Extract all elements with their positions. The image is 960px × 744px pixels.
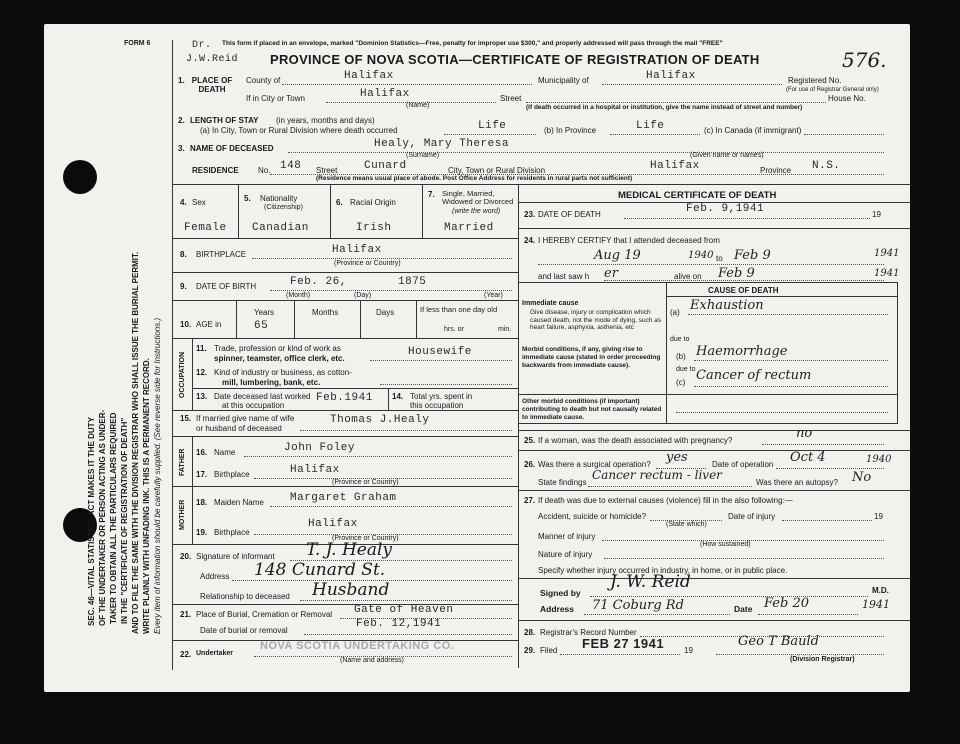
item-number: 11.	[196, 344, 207, 353]
operation-year: 1940	[866, 454, 892, 465]
surgery-value: yes	[666, 450, 688, 465]
rule	[172, 238, 518, 239]
filed-label: Filed	[540, 646, 558, 655]
relationship-value: Husband	[312, 580, 390, 600]
deceased-name: Healy, Mary Theresa	[374, 138, 509, 150]
trade-sub: spinner, teamster, office clerk, etc.	[214, 354, 345, 363]
residence-label: RESIDENCE	[192, 166, 239, 175]
residence-note: (Residence means usual place of abode. Post Office Address for residents in rural parts not sufficient)	[316, 175, 633, 182]
mother-maiden-label: Maiden Name	[214, 498, 264, 507]
rule	[590, 596, 868, 597]
spouse-label: If married give name of wife	[196, 414, 295, 423]
burial-date: Feb. 12,1941	[356, 618, 442, 630]
rule	[604, 280, 884, 281]
attended-from-year: 1940	[688, 250, 714, 261]
autopsy-value: No	[852, 470, 872, 485]
rule	[192, 486, 193, 544]
due-to-label: due to	[676, 366, 696, 373]
margin-line: Every item of information should be carefully supplied. (See reverse side for Instructions.)	[153, 317, 162, 634]
street-label: Street	[500, 94, 522, 103]
rule	[172, 272, 518, 273]
min-label: min.	[498, 326, 512, 333]
margin-line: SEC. 46—VITAL STATISTICS ACT MAKES IT THE DUTY	[87, 417, 96, 626]
rule	[666, 296, 898, 297]
birthplace-label: BIRTHPLACE	[196, 250, 247, 259]
surgery-label: Was there a surgical operation?	[538, 460, 651, 469]
rule	[538, 264, 884, 265]
date-of-death-label: DATE OF DEATH	[538, 210, 601, 219]
caption: (Province or Country)	[332, 535, 399, 542]
rule	[560, 654, 680, 655]
item-number: 10.	[180, 320, 192, 329]
attended-from: Aug 19	[594, 248, 641, 263]
rule	[444, 134, 536, 135]
margin-line: WRITE PLAINLY WITH UNFADING INK. THIS IS A PERMANENT RECORD.	[142, 358, 151, 634]
nationality-label: Nationality	[260, 194, 298, 203]
dob-label: DATE OF BIRTH	[196, 282, 257, 291]
father-side-label: FATHER	[179, 448, 186, 476]
rule	[518, 620, 910, 621]
stay-b-value: Life	[636, 120, 665, 132]
county-label: County of	[246, 76, 281, 85]
year-prefix: 19	[684, 646, 693, 655]
city-label: If in City or Town	[246, 94, 305, 103]
racial-label: Racial Origin	[350, 198, 396, 207]
spouse-value: Thomas J.Healy	[330, 414, 430, 426]
external-causes-label: If death was due to external causes (violence) fill in the also following:—	[538, 496, 793, 505]
physician-address: 71 Coburg Rd	[592, 598, 684, 613]
rule	[776, 468, 884, 469]
sex-label: Sex	[192, 198, 206, 207]
stamp-dr: Dr.	[192, 40, 212, 51]
item-number: 18.	[196, 498, 208, 507]
rule	[192, 338, 193, 410]
caption: (Province or Country)	[334, 260, 401, 267]
item-number: 6.	[336, 198, 343, 207]
caption: (Name and address)	[340, 657, 404, 664]
days-label: Days	[376, 308, 395, 317]
stay-b-label: (b) In Province	[544, 126, 597, 135]
rule	[604, 558, 884, 559]
alive-on-label: alive on	[674, 272, 702, 281]
caption: (Year)	[484, 292, 503, 299]
county-value: Halifax	[344, 70, 394, 82]
medical-heading: MEDICAL CERTIFICATE OF DEATH	[618, 190, 777, 201]
rule	[666, 282, 667, 424]
rule	[172, 486, 518, 487]
stay-a-label: (a) In City, Town or Rural Division where death occurred	[200, 126, 398, 135]
rule	[288, 152, 884, 153]
cause-c: Cancer of rectum	[696, 368, 812, 383]
undertaker-label: Undertaker	[196, 650, 233, 657]
item-number: 13.	[196, 392, 208, 401]
item-number: 29.	[524, 646, 536, 655]
rule	[388, 388, 389, 410]
item-number: 12.	[196, 368, 208, 377]
rule	[300, 430, 512, 431]
caption: (Name)	[406, 102, 430, 109]
rule	[694, 386, 888, 387]
rule	[192, 388, 518, 389]
margin-line: IN THE "CERTIFICATE OF REGISTRATION OF DEATH"	[120, 417, 129, 624]
immediate-cause-label: Immediate cause	[522, 300, 579, 307]
spouse-sub: or husband of deceased	[196, 424, 282, 433]
item-number: 17.	[196, 470, 208, 479]
mother-side-label: MOTHER	[179, 499, 186, 531]
rule	[236, 300, 237, 338]
form-title: PROVINCE OF NOVA SCOTIA—CERTIFICATE OF REGISTRATION OF DEATH	[270, 52, 760, 67]
margin-instructions	[44, 24, 174, 684]
rule	[282, 84, 532, 85]
physician-date-label: Date	[734, 604, 753, 614]
caption: (Surname)	[406, 152, 440, 159]
industry-sub: mill, lumbering, bank, etc.	[222, 378, 321, 387]
rule	[762, 444, 884, 445]
rule	[518, 394, 898, 395]
item-number: 24.	[524, 236, 536, 245]
rule	[330, 184, 331, 238]
registered-label: Registered No.	[788, 76, 842, 85]
months-label: Months	[312, 308, 339, 317]
item-number: 5.	[244, 194, 251, 203]
item-number: 15.	[180, 414, 192, 423]
caption: (Given name or names)	[690, 152, 764, 159]
name-label: NAME OF DECEASED	[190, 144, 274, 153]
rule	[758, 614, 858, 615]
city-value: Halifax	[360, 88, 410, 100]
caption: (State which)	[666, 521, 707, 528]
column-divider	[518, 184, 519, 668]
rule	[252, 258, 512, 259]
nationality-sub: (Citizenship)	[264, 204, 303, 211]
place-of-death-label: PLACE OF DEATH	[191, 76, 233, 94]
last-saw-label: and last saw h	[538, 272, 590, 281]
pregnancy-label: If a woman, was the death associated with pregnancy?	[538, 436, 733, 445]
attended-to: Feb 9	[734, 248, 771, 263]
date-of-death: Feb. 9,1941	[686, 203, 765, 215]
marital-label: Single, Married, Widowed or Divorced	[442, 189, 514, 206]
stay-sub: (in years, months and days)	[276, 116, 375, 125]
pregnancy-value: no	[796, 426, 813, 441]
rule	[270, 506, 512, 507]
trade-value: Housewife	[408, 346, 472, 358]
accident-label: Accident, suicide or homicide?	[538, 512, 647, 521]
item-number: 26.	[524, 460, 536, 469]
house-label: House No.	[828, 94, 866, 103]
signed-by-label: Signed by	[540, 588, 581, 598]
rule	[422, 184, 423, 238]
rule	[518, 228, 910, 229]
relationship-label: Relationship to deceased	[200, 592, 290, 601]
racial-value: Irish	[356, 222, 392, 234]
trade-label: Trade, profession or kind of work as	[214, 344, 341, 353]
item-number: 21.	[180, 610, 192, 619]
total-years-sub: this occupation	[410, 401, 464, 410]
nationality-value: Canadian	[252, 222, 309, 234]
form-number: FORM 6	[124, 40, 151, 47]
alive-on: Feb 9	[718, 266, 755, 281]
burial-date-label: Date of burial or removal	[200, 626, 288, 635]
rule	[518, 578, 910, 579]
age-years: 65	[254, 320, 269, 332]
caption: (Month)	[286, 292, 311, 299]
father-birthplace-label: Birthplace	[214, 470, 250, 479]
municipality-label: Municipality of	[538, 76, 589, 85]
specify-label: Specify whether injury occurred in industry, in home, or in public place.	[538, 566, 788, 575]
rule	[518, 490, 910, 491]
autopsy-label: Was there an autopsy?	[756, 478, 838, 487]
years-label: Years	[254, 308, 275, 317]
rule	[172, 338, 518, 339]
informant-address: 148 Cunard St.	[254, 560, 386, 580]
attended-to-year: 1941	[874, 248, 900, 259]
informant-address-label: Address	[200, 572, 230, 581]
undertaker-stamp: NOVA SCOTIA UNDERTAKING CO.	[260, 640, 455, 652]
year-prefix: 19	[874, 512, 883, 521]
item-number: 7.	[428, 190, 435, 199]
rule	[716, 654, 884, 655]
cause-a-label: (a)	[670, 308, 680, 317]
rule	[782, 520, 872, 521]
registration-number: 576.	[842, 48, 887, 72]
residence-province: N.S.	[812, 160, 841, 172]
rule	[172, 436, 518, 437]
rule	[518, 450, 910, 451]
caption: (Province or Country)	[332, 479, 399, 486]
margin-line: OF THE UNDERTAKER OR PERSON ACTING AS UNDER-	[98, 409, 107, 626]
age-label: AGE in	[196, 320, 222, 329]
margin-line: TAKER TO OBTAIN ALL THE PARTICULARS REQUIRED	[109, 412, 118, 624]
rule	[688, 314, 888, 315]
stamp-name: J.W.Reid	[186, 54, 239, 65]
residence-no-label: No.	[258, 166, 271, 175]
manner-label: Manner of injury	[538, 532, 596, 541]
item-number: 14.	[392, 392, 404, 401]
cause-b: Haemorrhage	[696, 344, 788, 359]
registrar-signature: Geo T Bauld	[738, 634, 819, 649]
last-saw-her: er	[604, 266, 618, 281]
cause-b-label: (b)	[676, 352, 686, 361]
injury-date-label: Date of injury	[728, 512, 776, 521]
caption: (How sustained)	[700, 541, 751, 548]
residence-no: 148	[280, 160, 302, 172]
rule	[172, 300, 518, 301]
rule	[380, 384, 512, 385]
rule	[192, 436, 193, 486]
cause-c-label: (c)	[676, 378, 686, 387]
mother-birthplace-label: Birthplace	[214, 528, 250, 537]
residence-city: Halifax	[650, 160, 700, 172]
occupation-side-label: OCCUPATION	[179, 351, 186, 399]
stay-c-label: (c) In Canada (if immigrant)	[704, 126, 802, 135]
item-number: 9.	[180, 282, 187, 291]
form-left-border	[172, 40, 173, 670]
rule	[588, 486, 752, 487]
rule	[602, 84, 782, 85]
margin-line: AND TO FILE THE SAME WITH THE DIVISION REGISTRAR WHO SHALL ISSUE THE BURIAL PERMIT.	[131, 251, 140, 634]
marital-value: Married	[444, 222, 494, 234]
physician-date: Feb 20	[764, 596, 809, 611]
less-than-day-label: If less than one day old	[420, 305, 498, 314]
alive-on-year: 1941	[874, 268, 900, 279]
rule	[304, 634, 512, 635]
length-of-stay-label: LENGTH OF STAY	[190, 116, 259, 125]
item-number: 3.	[178, 144, 185, 153]
last-worked-label: Date deceased last worked	[214, 392, 311, 401]
mother-maiden-name: Margaret Graham	[290, 492, 397, 504]
rule	[270, 290, 512, 291]
rule	[804, 134, 884, 135]
operation-date: Oct 4	[790, 450, 826, 465]
rule	[360, 300, 361, 338]
rule	[584, 614, 730, 615]
item-number: 2.	[178, 116, 185, 125]
residence-street: Cunard	[364, 160, 407, 172]
rule	[518, 184, 910, 185]
birthplace-value: Halifax	[332, 244, 382, 256]
findings-value: Cancer rectum - liver	[592, 468, 722, 482]
sex-value: Female	[184, 222, 227, 234]
item-number: 23.	[524, 210, 536, 219]
rule	[238, 184, 239, 238]
operation-date-label: Date of operation	[712, 460, 774, 469]
burial-place: Gate of Heaven	[354, 604, 454, 616]
due-to-label: due to	[670, 336, 690, 343]
marital-sub: (write the word)	[452, 208, 501, 215]
immediate-cause-desc: Give disease, injury or complication which caused death, not the mode of dying, such as heart failure, asphyxia, asthenia, etc	[530, 309, 662, 331]
item-number: 27.	[524, 496, 536, 505]
industry-label: Kind of industry or business, as cotton-	[214, 368, 352, 377]
item-number: 19.	[196, 528, 208, 537]
physician-address-label: Address	[540, 604, 575, 614]
item-number: 25.	[524, 436, 536, 445]
residence-city-label: City, Town or Rural Division	[448, 166, 546, 175]
item-number: 4.	[180, 198, 187, 207]
nature-label: Nature of injury	[538, 550, 593, 559]
registered-note: (For use of Registrar General only)	[786, 87, 879, 93]
mother-birthplace: Halifax	[308, 518, 358, 530]
morbid-label: Morbid conditions, if any, giving rise to immediate cause (stated in order proceeding backwards from immediate cause).	[522, 346, 661, 369]
rule	[676, 412, 888, 413]
caption: (Day)	[354, 292, 372, 299]
father-name: John Foley	[284, 442, 356, 454]
rule	[172, 410, 518, 411]
rule	[624, 218, 870, 219]
filed-stamp: FEB 27 1941	[582, 636, 665, 651]
to-label: to	[716, 254, 723, 263]
item-number: 1.	[178, 76, 185, 85]
dob-month-day: Feb. 26,	[290, 276, 347, 288]
rule	[370, 360, 512, 361]
rule	[610, 134, 700, 135]
burial-label: Place of Burial, Cremation or Removal	[196, 610, 333, 619]
envelope-note: This form if placed in an envelope, marked "Dominion Statistics—Free, penalty for improper use $300," and properly addressed will pass through the mail "FREE"	[222, 40, 723, 47]
father-birthplace: Halifax	[290, 464, 340, 476]
item-number: 22.	[180, 650, 192, 659]
hrs-label: hrs. or	[444, 326, 464, 333]
physician-date-year: 1941	[862, 598, 890, 611]
residence-province-label: Province	[760, 166, 792, 175]
md-label: M.D.	[872, 586, 889, 595]
father-name-label: Name	[214, 448, 236, 457]
last-worked-value: Feb.1941	[316, 392, 373, 404]
rule	[300, 600, 512, 601]
informant-signature-label: Signature of informant	[196, 552, 275, 561]
caption: (Division Registrar)	[790, 656, 855, 663]
rule	[172, 184, 518, 185]
informant-signature: T. J. Healy	[306, 540, 393, 560]
physician-signature: J. W. Reid	[610, 572, 691, 592]
residence-street-label: Street	[316, 166, 338, 175]
rule	[526, 102, 826, 103]
findings-label: State findings	[538, 478, 587, 487]
item-number: 20.	[180, 552, 192, 561]
item-number: 28.	[524, 628, 536, 637]
stay-a-value: Life	[478, 120, 507, 132]
year-prefix: 19	[872, 210, 881, 219]
item-number: 16.	[196, 448, 208, 457]
cause-heading: CAUSE OF DEATH	[708, 286, 779, 295]
total-years-label: Total yrs. spent in	[410, 392, 473, 401]
other-morbid-label: Other morbid conditions (if important) contributing to death but not causally related to immediate cause.	[522, 398, 662, 421]
last-worked-sub: at this occupation	[222, 401, 285, 410]
hospital-note: (If death occurred in a hospital or institution, give the name instead of street and number)	[526, 104, 803, 111]
record-number-label: Registrar's Record Number	[540, 628, 637, 637]
rule	[518, 430, 910, 431]
rule	[694, 360, 888, 361]
cause-a: Exhaustion	[690, 298, 764, 313]
municipality-value: Halifax	[646, 70, 696, 82]
rule	[244, 456, 512, 457]
dob-year: 1875	[398, 276, 427, 288]
item-number: 8.	[180, 250, 187, 259]
rule	[416, 300, 417, 338]
certify-label: I HEREBY CERTIFY that I attended deceased from	[538, 236, 720, 245]
rule	[294, 300, 295, 338]
rule	[172, 604, 518, 605]
